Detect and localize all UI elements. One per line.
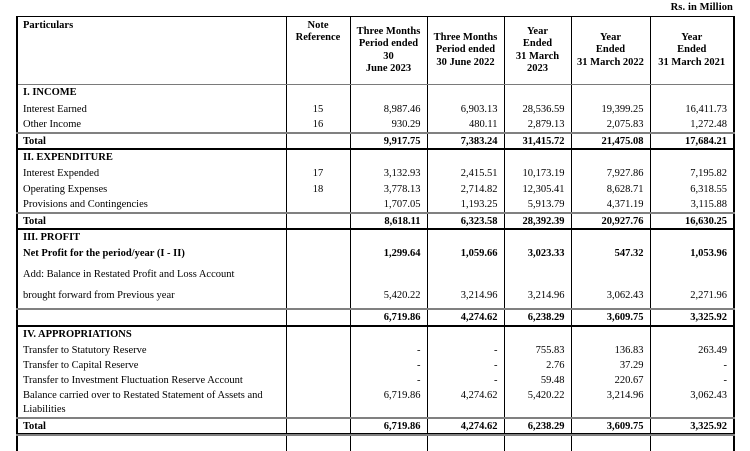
cell-value xyxy=(427,149,504,166)
cell-particulars: Interest Expended xyxy=(17,166,286,181)
total-row xyxy=(17,213,734,230)
header-line: Year xyxy=(681,31,703,43)
cell-value: 16,630.25 xyxy=(650,213,734,230)
cell-value: 3,214.96 xyxy=(504,288,571,309)
cell-note-reference xyxy=(286,326,350,343)
cell-value: 755.83 xyxy=(504,343,571,358)
cell-particulars: Net Profit for the period/year (I - II) xyxy=(17,246,286,267)
cell-value: 480.11 xyxy=(427,117,504,133)
cell-value: 31,415.72 xyxy=(504,133,571,150)
cell-value: 3,132.93 xyxy=(350,166,427,181)
cell-value: 6,719.86 xyxy=(350,418,427,435)
column-header-note-reference-line2: Reference xyxy=(295,32,341,44)
header-line: Three Months xyxy=(356,25,421,37)
cell-value: 59.48 xyxy=(504,373,571,388)
cell-value: 20,927.76 xyxy=(571,213,650,230)
cell-note-reference xyxy=(286,309,350,326)
cell-value: 5,420.22 xyxy=(350,288,427,309)
cell-value xyxy=(350,149,427,166)
cell-value: 1,272.48 xyxy=(690,118,727,130)
table-row xyxy=(17,267,734,288)
cell-value: 3,325.92 xyxy=(650,309,734,326)
cell-note-reference xyxy=(286,418,350,435)
header-line: Ended xyxy=(522,38,553,50)
column-header-particulars: Particulars xyxy=(17,17,286,85)
cell-value: 6,719.86 xyxy=(350,309,427,326)
cell-particulars: III. PROFIT xyxy=(17,229,286,246)
cell-value xyxy=(427,85,504,102)
cell-value: - xyxy=(350,373,427,388)
cell-value xyxy=(504,326,571,343)
cell-value: 8,618.11 xyxy=(350,213,427,230)
cell-particulars: IV. APPROPRIATIONS xyxy=(17,326,286,343)
cell-value: 7,927.86 xyxy=(571,166,650,181)
header-line: 2023 xyxy=(527,62,548,74)
cell-particulars xyxy=(17,309,286,326)
cell-value: - xyxy=(427,358,504,373)
column-header-note-reference xyxy=(286,17,350,85)
cell-value: 3,778.13 xyxy=(350,182,427,197)
cell-value xyxy=(650,267,734,288)
section-header-row xyxy=(17,85,734,102)
cell-value: 1,707.05 xyxy=(350,197,427,213)
table-header-row xyxy=(17,17,734,85)
cell-value: - xyxy=(723,360,727,372)
cell-value: 3,214.96 xyxy=(427,288,504,309)
cell-value: 6,238.29 xyxy=(504,309,571,326)
cell-value: 220.67 xyxy=(571,373,650,388)
cell-particulars: Total xyxy=(17,133,286,150)
cell-particulars: Other Income xyxy=(17,117,286,133)
cell-value: 3,115.88 xyxy=(690,198,727,210)
balance-carried-over-row xyxy=(17,388,734,417)
column-header-year-mar-2021 xyxy=(650,17,734,85)
cell-value: 5,420.22 xyxy=(504,388,571,417)
clipped-row xyxy=(17,435,734,451)
cell-value xyxy=(504,149,571,166)
cell-note-reference xyxy=(286,229,350,246)
cell-note-reference xyxy=(286,267,350,288)
cell-particulars: brought forward from Previous year xyxy=(17,288,286,309)
cell-value: 9,917.75 xyxy=(350,133,427,150)
column-header-year-mar-2023 xyxy=(504,17,571,85)
header-line: 31 March 2021 xyxy=(658,56,726,68)
subtotal-row xyxy=(17,309,734,326)
restated-profit-and-loss-table-wrapper xyxy=(16,16,733,451)
cell-value: 3,325.92 xyxy=(650,418,734,435)
cell-value: 7,383.24 xyxy=(427,133,504,150)
cell-value: 2,271.96 xyxy=(690,290,727,302)
cell-particulars: Total xyxy=(17,418,286,435)
cell-clipped xyxy=(650,435,734,451)
cell-note-reference xyxy=(286,85,350,102)
header-line: Ended xyxy=(595,44,626,56)
cell-value xyxy=(571,326,650,343)
appropriation-row xyxy=(17,358,734,373)
cell-value: - xyxy=(350,358,427,373)
column-header-period-jun-2023 xyxy=(350,17,427,85)
total-row xyxy=(17,418,734,435)
cell-note-reference: 18 xyxy=(286,182,350,197)
header-line: 31 March xyxy=(515,50,560,62)
cell-note-reference xyxy=(286,246,350,267)
cell-note-reference xyxy=(286,133,350,150)
cell-value xyxy=(350,85,427,102)
cell-particulars: Provisions and Contingencies xyxy=(17,197,286,213)
cell-clipped xyxy=(427,435,504,451)
cell-value: 2,714.82 xyxy=(427,182,504,197)
cell-value xyxy=(504,85,571,102)
header-line: Year xyxy=(600,31,621,43)
cell-clipped xyxy=(504,435,571,451)
cell-value: 5,913.79 xyxy=(504,197,571,213)
cell-value xyxy=(504,267,571,288)
cell-value xyxy=(571,149,650,166)
total-row xyxy=(17,133,734,150)
header-line: Period ended xyxy=(435,44,496,56)
cell-value xyxy=(350,267,427,288)
cell-value xyxy=(427,267,504,288)
cell-value: 1,193.25 xyxy=(427,197,504,213)
cell-value: 19,399.25 xyxy=(571,102,650,117)
table-header xyxy=(17,17,734,85)
table-row xyxy=(17,182,734,197)
header-line: Year xyxy=(527,25,548,37)
cell-value: 3,609.75 xyxy=(571,418,650,435)
cell-note-reference xyxy=(286,213,350,230)
table-row xyxy=(17,197,734,213)
header-line: Three Months xyxy=(433,31,498,43)
cell-value xyxy=(650,229,734,246)
cell-particulars: Transfer to Capital Reserve xyxy=(17,358,286,373)
cell-value: 4,274.62 xyxy=(427,418,504,435)
cell-particulars: Total xyxy=(17,213,286,230)
header-line: June 2023 xyxy=(365,62,412,74)
cell-value: 17,684.21 xyxy=(650,133,734,150)
cell-particulars: II. EXPENDITURE xyxy=(17,149,286,166)
cell-note-reference xyxy=(286,197,350,213)
section-header-row xyxy=(17,326,734,343)
cell-value: - xyxy=(427,373,504,388)
cell-particulars: Balance carried over to Restated Statement of Assets and Liabilities xyxy=(17,388,286,417)
cell-particulars: Interest Earned xyxy=(17,102,286,117)
cell-value: 3,214.96 xyxy=(571,388,650,417)
cell-note-reference xyxy=(286,343,350,358)
cell-value: 6,719.86 xyxy=(350,388,427,417)
column-header-period-jun-2022 xyxy=(427,17,504,85)
cell-value: 1,299.64 xyxy=(350,246,427,267)
cell-note-reference xyxy=(286,388,350,417)
cell-value: 6,323.58 xyxy=(427,213,504,230)
cell-value: 8,987.46 xyxy=(350,102,427,117)
table-row xyxy=(17,166,734,181)
cell-value: - xyxy=(723,375,727,387)
cell-value xyxy=(504,229,571,246)
cell-value xyxy=(571,85,650,102)
cell-value xyxy=(650,326,734,343)
table-row xyxy=(17,102,734,117)
header-line: Ended xyxy=(677,44,707,56)
net-profit-row xyxy=(17,246,734,267)
cell-value: 6,318.55 xyxy=(690,183,727,195)
cell-note-reference: 15 xyxy=(286,102,350,117)
header-line: Period ended 30 xyxy=(358,38,419,62)
cell-value: 6,238.29 xyxy=(504,418,571,435)
cell-value: 2.76 xyxy=(504,358,571,373)
section-header-row xyxy=(17,229,734,246)
cell-value: 28,392.39 xyxy=(504,213,571,230)
cell-value: 1,059.66 xyxy=(427,246,504,267)
cell-value: 4,274.62 xyxy=(427,388,504,417)
cell-value: 21,475.08 xyxy=(571,133,650,150)
cell-value: 3,062.43 xyxy=(571,288,650,309)
cell-value: 2,075.83 xyxy=(571,117,650,133)
cell-particulars: Add: Balance in Restated Profit and Loss Account xyxy=(17,267,286,288)
cell-particulars: Operating Expenses xyxy=(17,182,286,197)
cell-value: 3,609.75 xyxy=(571,309,650,326)
units-label: Rs. in Million xyxy=(670,2,733,13)
cell-note-reference: 17 xyxy=(286,166,350,181)
cell-value: 4,274.62 xyxy=(427,309,504,326)
cell-clipped xyxy=(571,435,650,451)
cell-value: 3,023.33 xyxy=(504,246,571,267)
cell-value xyxy=(571,267,650,288)
cell-value xyxy=(427,229,504,246)
cell-value: 3,062.43 xyxy=(690,390,727,402)
table-row xyxy=(17,117,734,133)
cell-value: 2,879.13 xyxy=(504,117,571,133)
cell-note-reference xyxy=(286,149,350,166)
cell-value: - xyxy=(427,343,504,358)
cell-note-reference: 16 xyxy=(286,117,350,133)
appropriation-row xyxy=(17,373,734,388)
cell-value: - xyxy=(350,343,427,358)
cell-value xyxy=(350,326,427,343)
cell-clipped xyxy=(286,435,350,451)
cell-note-reference xyxy=(286,373,350,388)
cell-particulars: I. INCOME xyxy=(17,85,286,102)
cell-value: 2,415.51 xyxy=(427,166,504,181)
cell-value: 8,628.71 xyxy=(571,182,650,197)
cell-value: 4,371.19 xyxy=(571,197,650,213)
cell-value: 28,536.59 xyxy=(504,102,571,117)
cell-value xyxy=(650,85,734,102)
column-header-note-reference-line1: Note xyxy=(307,20,329,31)
table-body xyxy=(17,85,734,451)
cell-value: 10,173.19 xyxy=(504,166,571,181)
cell-value: 930.29 xyxy=(350,117,427,133)
header-line: 30 June 2022 xyxy=(436,56,495,68)
cell-clipped xyxy=(350,435,427,451)
cell-particulars: Transfer to Statutory Reserve xyxy=(17,343,286,358)
cell-value: 136.83 xyxy=(571,343,650,358)
restated-profit-and-loss-table xyxy=(16,16,735,451)
cell-value: 6,903.13 xyxy=(427,102,504,117)
cell-value: 7,195.82 xyxy=(690,168,727,180)
cell-note-reference xyxy=(286,358,350,373)
cell-value: 16,411.73 xyxy=(685,103,727,115)
column-header-year-mar-2022 xyxy=(571,17,650,85)
cell-clipped xyxy=(17,435,286,451)
cell-value: 12,305.41 xyxy=(504,182,571,197)
cell-value xyxy=(427,326,504,343)
cell-particulars: Transfer to Investment Fluctuation Reserve Account xyxy=(17,373,286,388)
cell-value: 547.32 xyxy=(571,246,650,267)
section-header-row xyxy=(17,149,734,166)
cell-value: 1,053.96 xyxy=(690,248,727,260)
cell-note-reference xyxy=(286,288,350,309)
cell-value xyxy=(571,229,650,246)
header-line: 31 March 2022 xyxy=(577,56,644,68)
cell-value: 263.49 xyxy=(698,345,727,356)
cell-value: 37.29 xyxy=(571,358,650,373)
table-row xyxy=(17,288,734,309)
appropriation-row xyxy=(17,343,734,358)
cell-value xyxy=(350,229,427,246)
cell-value xyxy=(650,149,734,166)
